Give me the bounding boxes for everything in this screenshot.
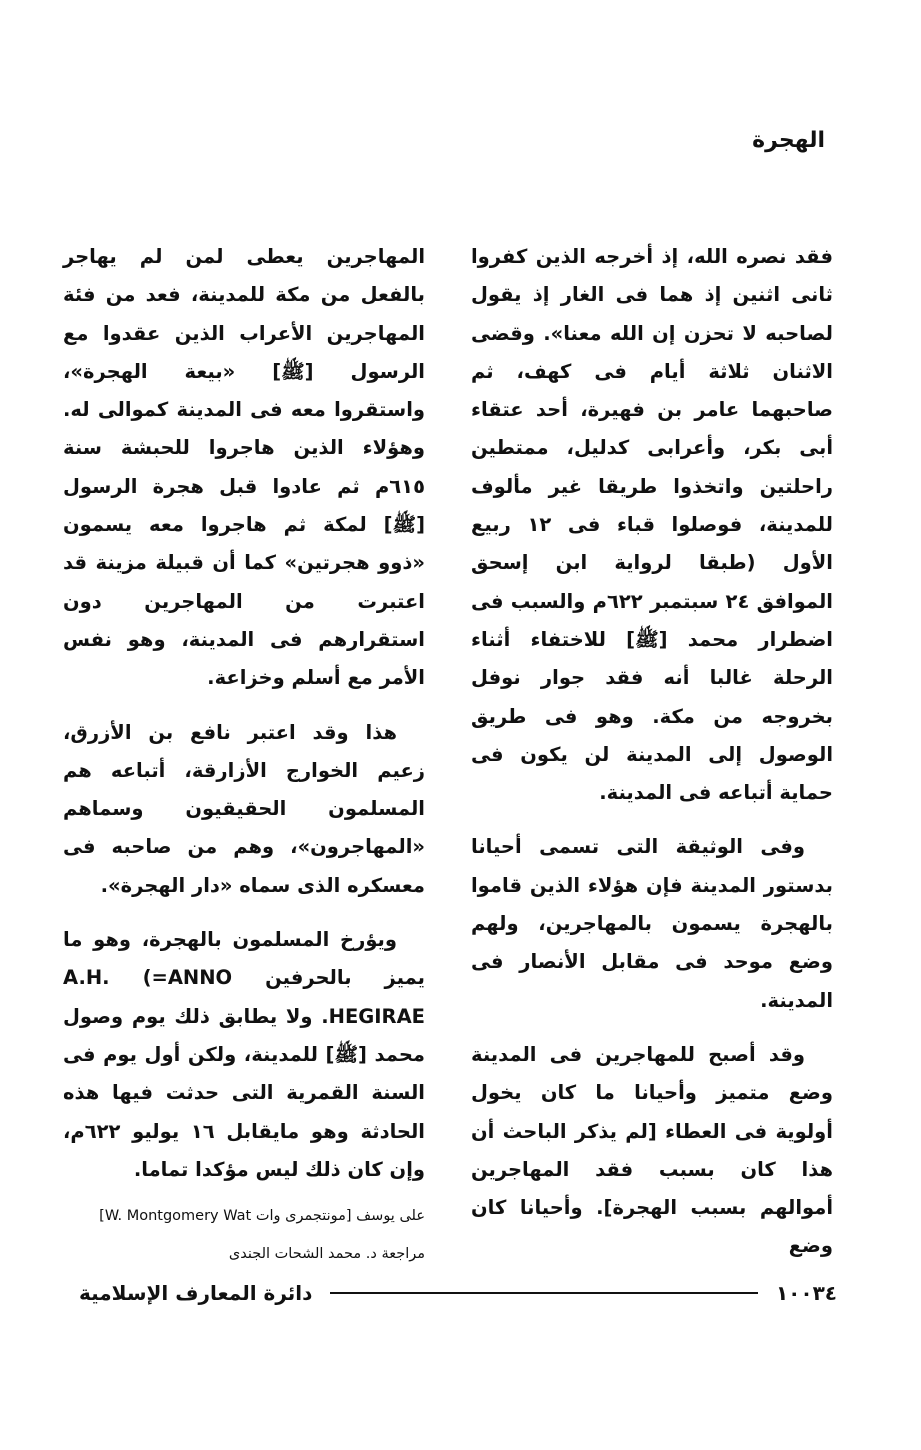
left-column bbox=[63, 238, 425, 1281]
right-column bbox=[471, 238, 833, 1282]
page-title: الهجرة bbox=[752, 128, 825, 153]
paragraph: ويؤرخ المسلمون بالهجرة، وهو ما يميز بالحرفين A.H. (=ANNO HEGIRAE. ولا يطابق ذلك يوم وصول محمد [ﷺ] للمدينة، ولكن أول يوم فى السنة القمرية التى حدثت فيها هذه الحادثة وهو مايقابل ١٦ يوليو ٦٢٢م، وإن كان ذلك ليس مؤكدا تماما. bbox=[63, 928, 425, 1181]
paragraph: فقد نصره الله، إذ أخرجه الذين كفروا ثانى اثنين إذ هما فى الغار إذ يقول لصاحبه لا تحزن إن الله معنا». وقضى الاثنان ثلاثة أيام فى كهف، ثم صاحبهما عامر بن فهيرة، أحد عتقاء أبى بكر، وأعرابى كدليل، ممتطين راحلتين واتخذوا طريقا غير مألوف للمدينة، فوصلوا قباء فى ١٢ ربيع الأول (طبقا لرواية ابن إسحق الموافق ٢٤ سبتمبر ٦٢٢م والسبب فى اضطرار محمد [ﷺ] للاختفاء أثناء الرحلة غالبا أنه فقد جوار نوفل بخروجه من مكة. وهو فى طريق الوصول إلى المدينة لن يكون فى حماية أتباعه فى المدينة. bbox=[471, 245, 833, 805]
paragraph: المهاجرين يعطى لمن لم يهاجر بالفعل من مكة للمدينة، فعد من فئة المهاجرين الأعراب الذين عقدوا مع الرسول [ﷺ] «بيعة الهجرة»، واستقروا معه فى المدينة كموالى له. وهؤلاء الذين هاجروا للحبشة سنة ٦١٥م ثم عادوا قبل هجرة الرسول [ﷺ] لمكة ثم هاجروا معه يسمون «ذوو هجرتين» كما أن قبيلة مزينة قد اعتبرت من المهاجرين دون استقرارهم فى المدينة، وهو نفس الأمر مع أسلم وخزاعة. bbox=[63, 245, 425, 690]
page-footer bbox=[79, 1278, 837, 1308]
page-number: ١٠٠٣٤ bbox=[775, 1281, 837, 1305]
footer-divider bbox=[330, 1292, 758, 1294]
author-credit: على يوسف [مونتجمرى وات W. Montgomery Wat] bbox=[99, 1208, 425, 1225]
paragraph: وقد أصبح للمهاجرين فى المدينة وضع متميز وأحيانا ما كان يخول أولوية فى العطاء [لم يذكر الباحث أن هذا كان بسبب فقد المهاجرين أموالهم بسبب الهجرة]. وأحيانا كان وضع bbox=[471, 1042, 833, 1258]
review-credit: مراجعة د. محمد الشحات الجندى bbox=[228, 1246, 425, 1263]
paragraph: وفى الوثيقة التى تسمى أحيانا بدستور المدينة فإن هؤلاء الذين قاموا بالهجرة يسمون بالمهاجرين، ولهم وضع موحد فى مقابل الأنصار فى المدينة. bbox=[471, 835, 833, 1012]
publication-title: دائرة المعارف الإسلامية bbox=[79, 1281, 313, 1305]
paragraph: هذا وقد اعتبر نافع بن الأزرق، زعيم الخوارج الأزارقة، أتباعه هم المسلمون الحقيقيون وسماهم «المهاجرون»، وهم من صاحبه فى معسكره الذى سماه «دار الهجرة». bbox=[63, 720, 425, 897]
